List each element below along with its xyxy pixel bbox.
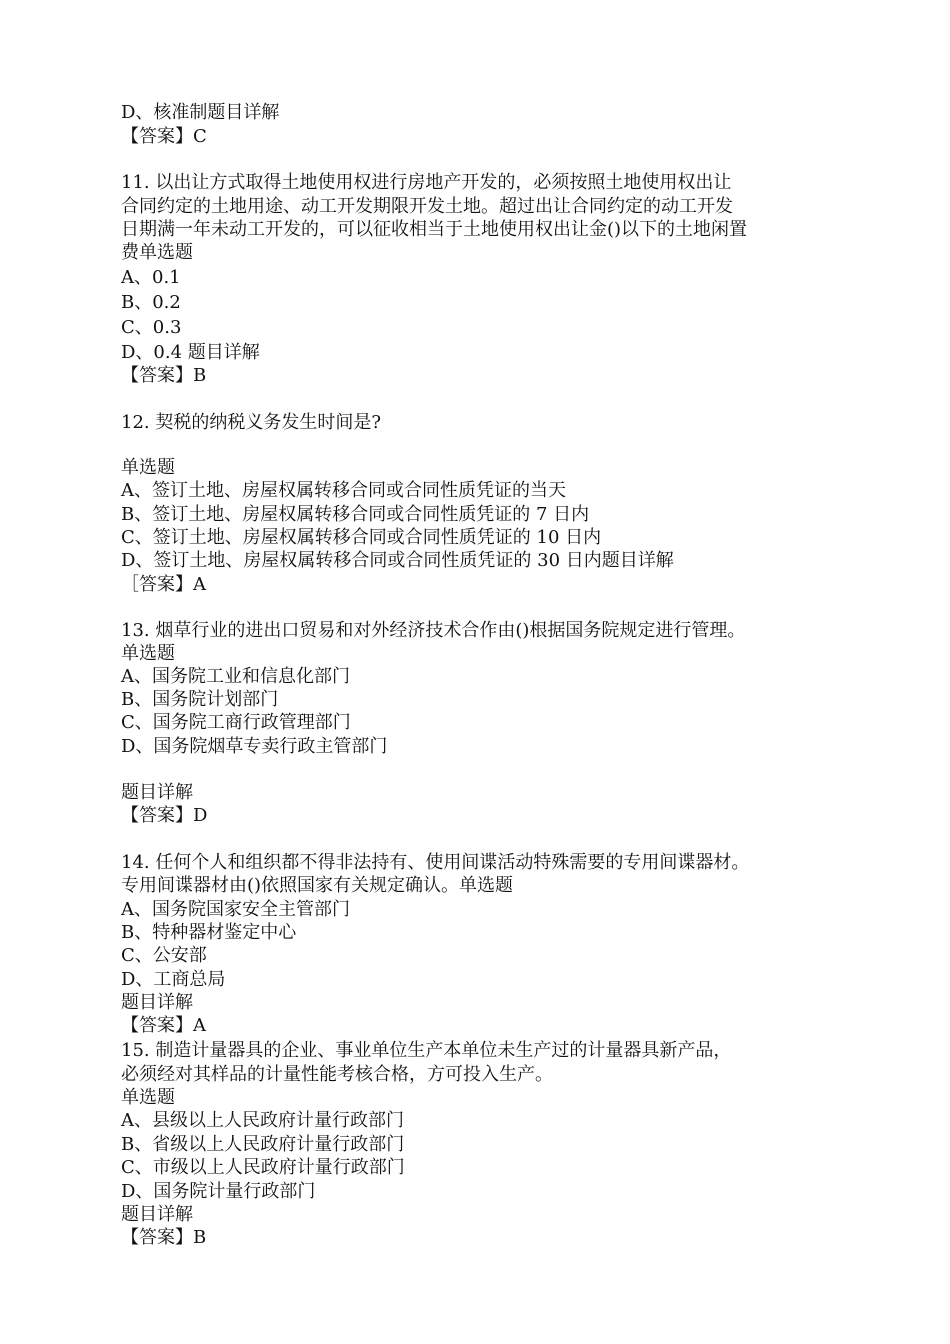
explanation-line: 题目详解 [121, 782, 193, 803]
option-line: C、签订土地、房屋权属转移合同或合同性质凭证的 10 日内 [121, 527, 602, 548]
question-line: 合同约定的土地用途、动工开发期限开发土地。超过出让合同约定的动工开发 [121, 196, 733, 217]
option-line: D、0.4 题目详解 [121, 342, 260, 363]
option-line: C、市级以上人民政府计量行政部门 [121, 1157, 405, 1178]
option-line: D、核准制题目详解 [121, 102, 280, 123]
question-line: 专用间谍器材由()依照国家有关规定确认。单选题 [121, 875, 514, 896]
answer-line: 【答案】D [121, 805, 208, 826]
option-line: D、签订土地、房屋权属转移合同或合同性质凭证的 30 日内题目详解 [121, 550, 674, 571]
question-type: 单选题 [121, 1087, 175, 1108]
question-line: 13. 烟草行业的进出口贸易和对外经济技术合作由()根据国务院规定进行管理。 [121, 620, 746, 641]
option-line: D、工商总局 [121, 969, 226, 990]
option-line: A、县级以上人民政府计量行政部门 [121, 1110, 404, 1131]
option-line: B、特种器材鉴定中心 [121, 922, 297, 943]
question-line: 15. 制造计量器具的企业、事业单位生产本单位未生产过的计量器具新产品， [121, 1040, 732, 1061]
option-line: D、国务院烟草专卖行政主管部门 [121, 736, 388, 757]
option-line: C、0.3 [121, 317, 182, 338]
answer-line: 【答案】B [121, 365, 207, 386]
option-line: A、国务院工业和信息化部门 [121, 666, 350, 687]
option-line: B、0.2 [121, 292, 181, 313]
question-type: 单选题 [121, 457, 175, 478]
option-line: B、国务院计划部门 [121, 689, 279, 710]
option-line: A、签订土地、房屋权属转移合同或合同性质凭证的当天 [121, 480, 566, 501]
question-type: 单选题 [121, 643, 175, 664]
option-line: A、国务院国家安全主管部门 [121, 899, 350, 920]
option-line: B、省级以上人民政府计量行政部门 [121, 1134, 405, 1155]
explanation-line: 题目详解 [121, 992, 193, 1013]
question-line: 12. 契税的纳税义务发生时间是? [121, 412, 381, 433]
answer-line: 【答案】C [121, 126, 207, 147]
option-line: C、国务院工商行政管理部门 [121, 712, 351, 733]
question-line: 日期满一年未动工开发的，可以征收相当于土地使用权出让金()以下的土地闲置 [121, 219, 748, 240]
option-line: A、0.1 [121, 267, 181, 288]
answer-line: 【答案】A [121, 1015, 206, 1036]
question-line: 11. 以出让方式取得土地使用权进行房地产开发的，必须按照土地使用权出让 [121, 172, 732, 193]
question-line: 费单选题 [121, 242, 193, 263]
question-line: 14. 任何个人和组织都不得非法持有、使用间谍活动特殊需要的专用间谍器材。 [121, 852, 750, 873]
explanation-line: 题目详解 [121, 1204, 193, 1225]
option-line: B、签订土地、房屋权属转移合同或合同性质凭证的 7 日内 [121, 504, 590, 525]
answer-line: 【答案】B [121, 1227, 207, 1248]
question-line: 必须经对其样品的计量性能考核合格，方可投入生产。 [121, 1064, 553, 1085]
option-line: D、国务院计量行政部门 [121, 1181, 316, 1202]
answer-line: ［答案】A [121, 574, 206, 595]
option-line: C、公安部 [121, 945, 207, 966]
